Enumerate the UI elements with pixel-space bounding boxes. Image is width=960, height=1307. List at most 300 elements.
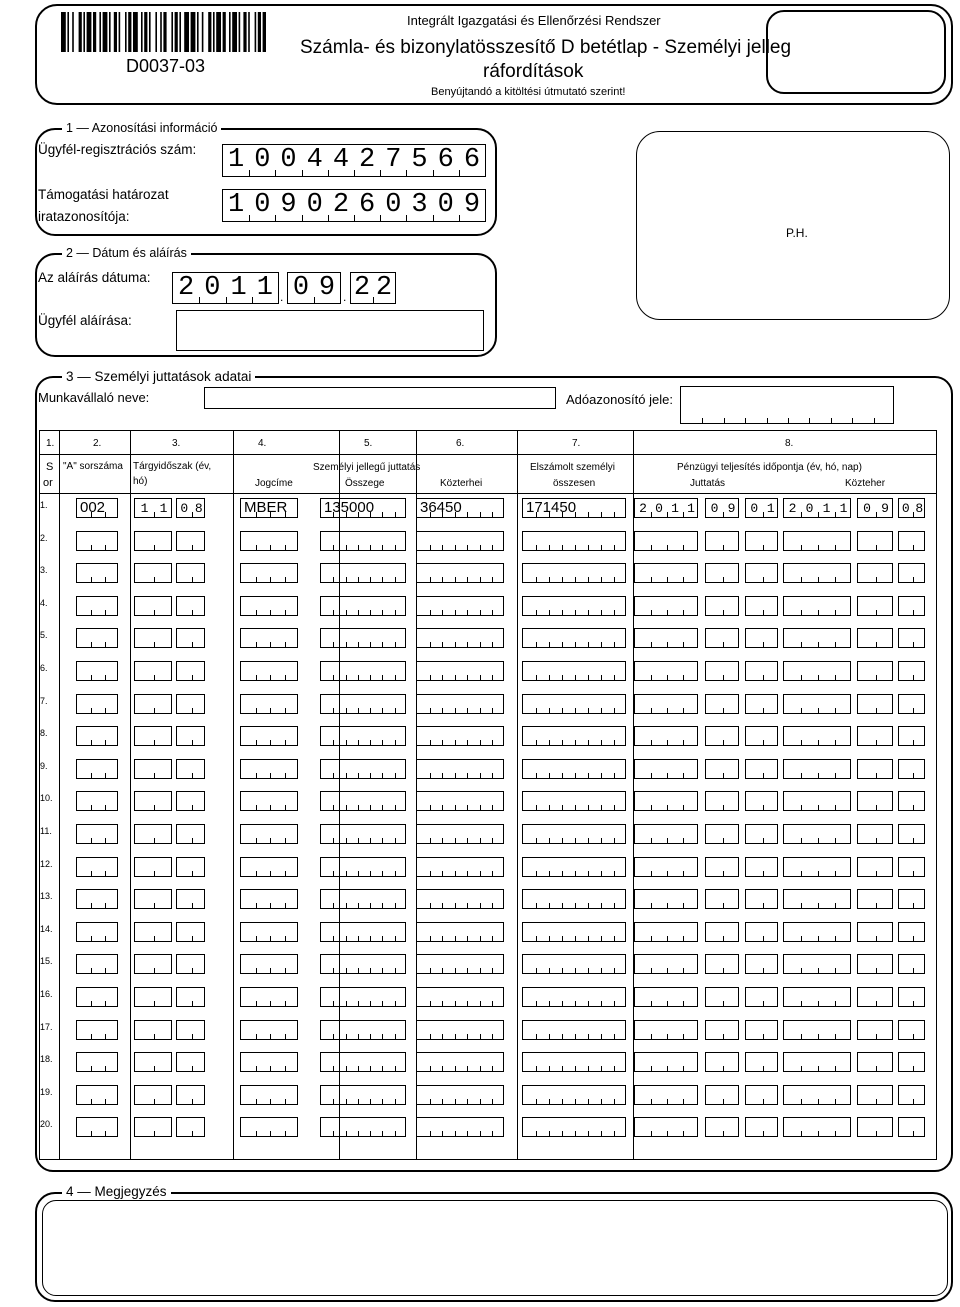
period-month-field[interactable] [176, 954, 205, 974]
charges-field[interactable] [416, 1052, 504, 1072]
benefit-date-month-field[interactable] [705, 498, 739, 518]
charge-date-month-field[interactable] [857, 563, 893, 583]
benefit-date-day-field[interactable] [745, 1117, 778, 1137]
benefit-date-day-field[interactable] [745, 1052, 778, 1072]
charge-date-month-field[interactable] [857, 922, 893, 942]
charge-date-day-field[interactable] [898, 791, 925, 811]
title-field[interactable]: MBER [240, 498, 298, 518]
charge-date-month-field[interactable] [857, 987, 893, 1007]
period-month-field[interactable] [176, 1052, 205, 1072]
charge-date-year-field[interactable] [783, 1020, 851, 1040]
benefit-date-month-field[interactable] [705, 922, 739, 942]
charge-date-month-field[interactable] [857, 1020, 893, 1040]
period-year-field[interactable] [134, 791, 172, 811]
employee-name-field[interactable] [204, 387, 556, 409]
charge-date-day-field[interactable] [898, 531, 925, 551]
amount-field[interactable] [320, 694, 406, 714]
period-year-field[interactable] [134, 628, 172, 648]
total-field[interactable] [522, 759, 626, 779]
amount-field[interactable] [320, 791, 406, 811]
benefit-date-month-field[interactable] [705, 628, 739, 648]
charge-date-month-field[interactable] [857, 954, 893, 974]
charge-date-year-field[interactable] [783, 694, 851, 714]
benefit-date-day-field[interactable] [745, 889, 778, 909]
total-field[interactable] [522, 628, 626, 648]
period-year-field[interactable] [134, 954, 172, 974]
period-month-field[interactable] [176, 596, 205, 616]
comb-tick [370, 838, 371, 843]
period-month-field[interactable] [176, 531, 205, 551]
benefit-date-year-field[interactable] [634, 563, 698, 583]
charges-field[interactable] [416, 596, 504, 616]
charge-date-month-field[interactable] [857, 889, 893, 909]
total-field[interactable] [522, 531, 626, 551]
total-field[interactable] [522, 694, 626, 714]
charge-date-year-field[interactable] [783, 628, 851, 648]
total-field[interactable] [522, 987, 626, 1007]
period-month-field[interactable] [176, 694, 205, 714]
charges-field[interactable] [416, 922, 504, 942]
comb-tick [358, 805, 359, 810]
charges-field[interactable] [416, 791, 504, 811]
a-number-field[interactable] [76, 661, 118, 681]
comb-tick [876, 968, 877, 973]
a-number-field[interactable] [76, 857, 118, 877]
total-field[interactable] [522, 889, 626, 909]
decision-id-field[interactable] [222, 189, 486, 222]
notes-field[interactable] [42, 1200, 948, 1296]
comb-tick [370, 675, 371, 680]
amount-field[interactable] [320, 1052, 406, 1072]
comb-tick [105, 936, 106, 941]
charge-date-day-field[interactable] [898, 954, 925, 974]
benefit-date-month-field[interactable] [705, 563, 739, 583]
benefit-date-year-field[interactable] [634, 1020, 698, 1040]
col-number: 8. [785, 438, 794, 449]
period-year-field[interactable] [134, 889, 172, 909]
comb-tick [455, 1001, 456, 1006]
charges-field[interactable] [416, 628, 504, 648]
title-field[interactable] [240, 791, 298, 811]
period-year-field[interactable] [134, 1052, 172, 1072]
client-signature-field[interactable] [176, 310, 484, 351]
charge-date-year-field[interactable] [783, 824, 851, 844]
barcode-bar [61, 12, 66, 52]
benefit-date-year-field[interactable] [634, 531, 698, 551]
amount-field[interactable] [320, 726, 406, 746]
benefit-date-year-field[interactable] [634, 889, 698, 909]
digit-cell: 9 [275, 190, 301, 221]
charge-date-day-field[interactable] [898, 1020, 925, 1040]
charge-date-day-field[interactable] [898, 694, 925, 714]
benefit-date-day-field[interactable] [745, 857, 778, 877]
date-separator: . [280, 290, 284, 304]
period-month-field[interactable] [176, 563, 205, 583]
a-number-field[interactable] [76, 954, 118, 974]
charges-field[interactable] [416, 694, 504, 714]
amount-field[interactable] [320, 759, 406, 779]
charge-date-day-field[interactable] [898, 498, 925, 518]
a-number-field[interactable] [76, 759, 118, 779]
digit-value: 1 [766, 501, 775, 516]
a-number-field[interactable] [76, 694, 118, 714]
period-year-field[interactable] [134, 661, 172, 681]
charges-field[interactable] [416, 1085, 504, 1105]
period-year-field[interactable] [134, 531, 172, 551]
comb-tick [154, 968, 155, 973]
total-field[interactable] [522, 661, 626, 681]
charge-date-month-field[interactable] [857, 857, 893, 877]
charge-date-year-field[interactable] [783, 726, 851, 746]
a-number-field[interactable] [76, 922, 118, 942]
comb-tick [270, 871, 271, 876]
charge-date-day-field[interactable] [898, 889, 925, 909]
period-year-field[interactable] [134, 1085, 172, 1105]
charge-date-year-field[interactable] [783, 857, 851, 877]
total-field[interactable] [522, 1085, 626, 1105]
benefit-date-day-field[interactable] [745, 987, 778, 1007]
benefit-date-year-field[interactable] [634, 1085, 698, 1105]
charge-date-day-field[interactable] [898, 563, 925, 583]
period-year-field[interactable] [134, 1117, 172, 1137]
comb-tick [333, 642, 334, 647]
title-field[interactable] [240, 759, 298, 779]
a-number-field[interactable] [76, 1117, 118, 1137]
benefit-date-year-field[interactable] [634, 726, 698, 746]
benefit-date-month-field[interactable] [705, 857, 739, 877]
charges-field[interactable] [416, 726, 504, 746]
total-field[interactable] [522, 1052, 626, 1072]
benefit-date-month-field[interactable] [705, 694, 739, 714]
benefit-date-month-field[interactable] [705, 661, 739, 681]
a-number-field[interactable] [76, 824, 118, 844]
charge-date-day-field[interactable] [898, 987, 925, 1007]
charge-date-day-field[interactable] [898, 726, 925, 746]
amount-field[interactable] [320, 661, 406, 681]
comb-tick [467, 871, 468, 876]
charges-field[interactable] [416, 1020, 504, 1040]
title-field[interactable] [240, 889, 298, 909]
a-number-field[interactable] [76, 563, 118, 583]
comb-tick [492, 871, 493, 876]
benefit-date-day-field[interactable] [745, 1020, 778, 1040]
charge-date-year-field[interactable] [783, 987, 851, 1007]
charge-date-day-field[interactable] [898, 824, 925, 844]
charges-field[interactable] [416, 759, 504, 779]
period-month-field[interactable] [176, 857, 205, 877]
title-field[interactable] [240, 1085, 298, 1105]
benefit-date-day-field[interactable] [745, 694, 778, 714]
title-field[interactable] [240, 824, 298, 844]
charge-date-year-field[interactable] [783, 1085, 851, 1105]
title-field[interactable] [240, 628, 298, 648]
benefit-date-year-field[interactable] [634, 661, 698, 681]
charge-date-year-field[interactable] [783, 596, 851, 616]
charge-date-year-field[interactable] [783, 759, 851, 779]
benefit-date-day-field[interactable] [745, 563, 778, 583]
charge-date-month-field[interactable] [857, 498, 893, 518]
period-year-field[interactable] [134, 1020, 172, 1040]
charge-date-year-field[interactable] [783, 563, 851, 583]
amount-field[interactable] [320, 628, 406, 648]
charge-date-day-field[interactable] [898, 922, 925, 942]
title-field[interactable] [240, 954, 298, 974]
a-number-field[interactable] [76, 1052, 118, 1072]
charge-date-month-field[interactable] [857, 1085, 893, 1105]
charge-date-day-field[interactable] [898, 628, 925, 648]
title-field[interactable] [240, 694, 298, 714]
benefit-date-year-field[interactable] [634, 857, 698, 877]
charge-date-year-field[interactable] [783, 954, 851, 974]
benefit-date-month-field[interactable] [705, 726, 739, 746]
period-year-field[interactable] [134, 987, 172, 1007]
period-year-field[interactable] [134, 498, 172, 518]
amount-field[interactable] [320, 954, 406, 974]
signature-day-field[interactable] [350, 272, 396, 304]
amount-field[interactable] [320, 922, 406, 942]
charges-field[interactable] [416, 889, 504, 909]
period-month-field[interactable] [176, 922, 205, 942]
period-month-field[interactable] [176, 726, 205, 746]
benefit-date-day-field[interactable] [745, 661, 778, 681]
charges-field[interactable] [416, 563, 504, 583]
comb-tick [614, 903, 615, 908]
charge-date-month-field[interactable] [857, 824, 893, 844]
comb-tick [835, 805, 836, 810]
amount-field[interactable] [320, 857, 406, 877]
charge-date-day-field[interactable] [898, 857, 925, 877]
charge-date-year-field[interactable] [783, 498, 851, 518]
comb-tick [763, 1034, 764, 1039]
total-field[interactable] [522, 563, 626, 583]
a-number-field[interactable] [76, 791, 118, 811]
charge-date-month-field[interactable] [857, 661, 893, 681]
charges-field[interactable] [416, 1117, 504, 1137]
date-signature-section-title: 2 — Dátum és aláírás [62, 246, 191, 260]
charge-date-year-field[interactable] [783, 791, 851, 811]
charge-date-year-field[interactable] [783, 661, 851, 681]
benefit-date-day-field[interactable] [745, 824, 778, 844]
charge-date-month-field[interactable] [857, 628, 893, 648]
benefit-date-month-field[interactable] [705, 791, 739, 811]
benefit-date-month-field[interactable] [705, 1020, 739, 1040]
charges-field[interactable]: 36450 [416, 498, 504, 518]
benefit-date-day-field[interactable] [745, 759, 778, 779]
total-field[interactable] [522, 824, 626, 844]
total-field[interactable] [522, 726, 626, 746]
comb-tick [913, 740, 914, 745]
charges-field[interactable] [416, 661, 504, 681]
benefit-date-month-field[interactable] [705, 824, 739, 844]
charges-field[interactable] [416, 857, 504, 877]
charges-field[interactable] [416, 954, 504, 974]
period-month-field[interactable] [176, 1020, 205, 1040]
benefit-date-year-field[interactable] [634, 1117, 698, 1137]
benefit-date-month-field[interactable] [705, 531, 739, 551]
amount-field[interactable] [320, 987, 406, 1007]
charge-date-month-field[interactable] [857, 596, 893, 616]
comb-tick [346, 903, 347, 908]
benefit-date-month-field[interactable] [705, 954, 739, 974]
benefit-date-month-field[interactable] [705, 889, 739, 909]
benefit-date-day-field[interactable] [745, 791, 778, 811]
period-month-field[interactable] [176, 661, 205, 681]
charge-date-year-field[interactable] [783, 531, 851, 551]
title-field[interactable] [240, 726, 298, 746]
period-year-field[interactable] [134, 759, 172, 779]
benefit-date-year-field[interactable] [634, 1052, 698, 1072]
benefit-date-day-field[interactable] [745, 531, 778, 551]
period-month-field[interactable] [176, 1117, 205, 1137]
benefit-date-year-field[interactable] [634, 954, 698, 974]
a-number-field[interactable] [76, 628, 118, 648]
reg-number-field[interactable] [222, 144, 486, 177]
charge-date-day-field[interactable] [898, 759, 925, 779]
period-year-field[interactable] [134, 694, 172, 714]
charge-date-month-field[interactable] [857, 726, 893, 746]
benefit-date-day-field[interactable] [745, 726, 778, 746]
period-year-field[interactable] [134, 596, 172, 616]
charge-date-day-field[interactable] [898, 1117, 925, 1137]
charge-date-month-field[interactable] [857, 694, 893, 714]
title-field[interactable] [240, 661, 298, 681]
charge-date-month-field[interactable] [857, 1052, 893, 1072]
a-number-field[interactable] [76, 596, 118, 616]
a-number-field[interactable] [76, 726, 118, 746]
charge-date-year-field[interactable] [783, 1052, 851, 1072]
amount-field[interactable] [320, 563, 406, 583]
signature-month-field[interactable] [287, 272, 341, 304]
title-field[interactable] [240, 596, 298, 616]
benefit-date-year-field[interactable] [634, 824, 698, 844]
charge-date-month-field[interactable] [857, 759, 893, 779]
period-year-field[interactable] [134, 726, 172, 746]
total-field[interactable] [522, 1117, 626, 1137]
title-field[interactable] [240, 857, 298, 877]
charge-date-year-field[interactable] [783, 889, 851, 909]
benefit-date-year-field[interactable] [634, 922, 698, 942]
period-year-field[interactable] [134, 857, 172, 877]
amount-field[interactable] [320, 531, 406, 551]
benefit-date-month-field[interactable] [705, 1117, 739, 1137]
period-month-field[interactable] [176, 628, 205, 648]
signature-year-field[interactable] [172, 272, 279, 304]
total-field[interactable]: 171450 [522, 498, 626, 518]
period-month-field[interactable] [176, 498, 205, 518]
barcode-bar [258, 12, 261, 52]
a-number-field[interactable]: 002 [76, 498, 118, 518]
title-field[interactable] [240, 1117, 298, 1137]
benefit-date-year-field[interactable] [634, 628, 698, 648]
a-number-field[interactable] [76, 1020, 118, 1040]
charges-field[interactable] [416, 531, 504, 551]
title-field[interactable] [240, 987, 298, 1007]
title-field[interactable] [240, 531, 298, 551]
charge-date-month-field[interactable] [857, 531, 893, 551]
title-field[interactable] [240, 563, 298, 583]
amount-field[interactable]: 135000 [320, 498, 406, 518]
charges-field[interactable] [416, 987, 504, 1007]
benefit-date-month-field[interactable] [705, 987, 739, 1007]
total-field[interactable] [522, 922, 626, 942]
tax-id-field[interactable] [680, 386, 894, 424]
charge-date-day-field[interactable] [898, 661, 925, 681]
benefit-date-month-field[interactable] [705, 759, 739, 779]
period-month-field[interactable] [176, 1085, 205, 1105]
benefit-date-year-field[interactable] [634, 498, 698, 518]
benefit-date-year-field[interactable] [634, 596, 698, 616]
a-number-field[interactable] [76, 1085, 118, 1105]
period-year-field[interactable] [134, 563, 172, 583]
benefit-date-day-field[interactable] [745, 498, 778, 518]
charge-date-month-field[interactable] [857, 1117, 893, 1137]
total-field[interactable] [522, 1020, 626, 1040]
title-field[interactable] [240, 1020, 298, 1040]
amount-field[interactable] [320, 1020, 406, 1040]
a-number-field[interactable] [76, 987, 118, 1007]
benefit-date-month-field[interactable] [705, 1085, 739, 1105]
period-month-field[interactable] [176, 987, 205, 1007]
comb-tick [154, 773, 155, 778]
benefit-date-day-field[interactable] [745, 1085, 778, 1105]
a-number-field[interactable] [76, 889, 118, 909]
total-field[interactable] [522, 596, 626, 616]
total-field[interactable] [522, 954, 626, 974]
charge-date-day-field[interactable] [898, 1085, 925, 1105]
benefit-date-month-field[interactable] [705, 596, 739, 616]
total-field[interactable] [522, 857, 626, 877]
period-month-field[interactable] [176, 824, 205, 844]
period-year-field[interactable] [134, 824, 172, 844]
amount-field[interactable] [320, 824, 406, 844]
amount-field[interactable] [320, 596, 406, 616]
benefit-date-year-field[interactable] [634, 759, 698, 779]
amount-field[interactable] [320, 889, 406, 909]
amount-field[interactable] [320, 1085, 406, 1105]
a-number-field[interactable] [76, 531, 118, 551]
charge-date-day-field[interactable] [898, 1052, 925, 1072]
period-year-field[interactable] [134, 922, 172, 942]
comb-tick [549, 740, 550, 745]
comb-tick [683, 773, 684, 778]
benefit-date-year-field[interactable] [634, 694, 698, 714]
charge-date-year-field[interactable] [783, 1117, 851, 1137]
benefit-date-year-field[interactable] [634, 987, 698, 1007]
total-field[interactable] [522, 791, 626, 811]
benefit-date-month-field[interactable] [705, 1052, 739, 1072]
comb-tick [601, 1099, 602, 1104]
benefit-date-year-field[interactable] [634, 791, 698, 811]
charge-date-day-field[interactable] [898, 596, 925, 616]
title-field[interactable] [240, 922, 298, 942]
comb-tick [588, 708, 589, 713]
period-month-field[interactable] [176, 791, 205, 811]
benefit-date-day-field[interactable] [745, 596, 778, 616]
charges-field[interactable] [416, 824, 504, 844]
charge-date-month-field[interactable] [857, 791, 893, 811]
comb-tick [651, 773, 652, 778]
charge-date-year-field[interactable] [783, 922, 851, 942]
period-month-field[interactable] [176, 889, 205, 909]
benefit-date-day-field[interactable] [745, 954, 778, 974]
benefit-date-day-field[interactable] [745, 922, 778, 942]
title-field[interactable] [240, 1052, 298, 1072]
period-month-field[interactable] [176, 759, 205, 779]
comb-tick [575, 1034, 576, 1039]
benefit-date-day-field[interactable] [745, 628, 778, 648]
comb-tick [651, 1066, 652, 1071]
amount-field[interactable] [320, 1117, 406, 1137]
